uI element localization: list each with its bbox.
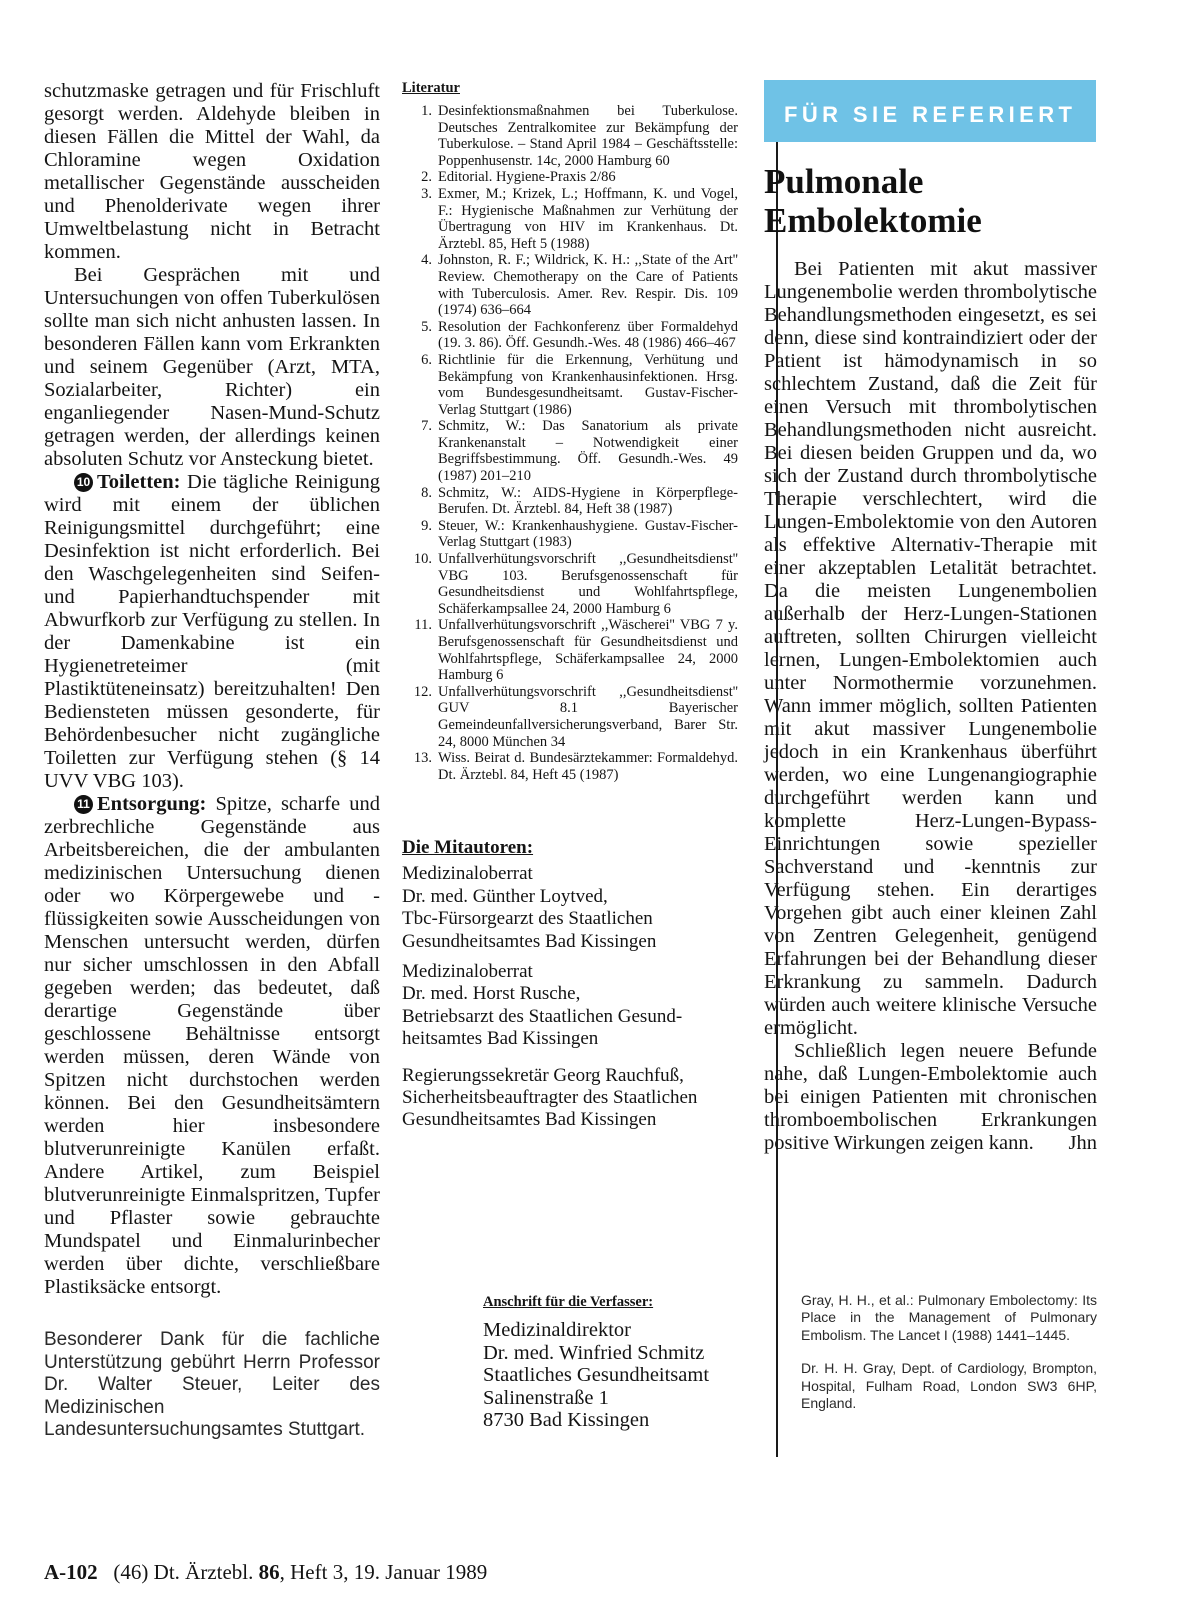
paragraph-body: Spitze, scharfe und zerbrechliche Gegenstände aus Arbeitsbereichen, die der ambulanten medizinischen Untersuchung dienen oder wo Körpergewebe und -flüssigkeiten sowie Ausscheidungen von Menschen untersucht werden, dürfen nur sicher umschlossen in den Abfall gegeben werden; das bedeutet, daß derartige Gegenstände über geschlossene Behältnisse entsorgt werden müssen, deren Wände von Spitzen nicht durchstochen werden können. Bei den Gesundheitsämtern werden hier insbesondere blutverunreinigte Kanülen erfaßt. Andere Artikel, zum Beispiel blutverunreinigte Einmalspritzen, Tupfer und Pflaster sowie gebrauchte Mundspatel und Einmalurinbecher werden über dichte, verschließbare Plastiksäcke entsorgt.	[44, 793, 380, 1298]
reference-item	[402, 252, 738, 318]
paragraph	[764, 1040, 1097, 1155]
coauthor-line: Gesundheitsamtes Bad Kissingen	[402, 930, 657, 952]
coauthor-entry	[402, 1065, 738, 1132]
coauthor-line: Medizinaloberrat	[402, 863, 533, 885]
coauthor-line: Regierungssekretär Georg Rauchfuß,	[402, 1064, 684, 1086]
section-heading: Toiletten:	[97, 471, 181, 493]
reference-item	[402, 617, 738, 683]
address-line: Staatliches Gesundheitsamt	[483, 1364, 710, 1387]
address-title: Anschrift für die Verfasser:	[483, 1294, 654, 1310]
reference-text: Resolution der Fachkonferenz über Formaldehyd (19. 3. 86). Öff. Gesundh.-Wes. 48 (1986) 466–467	[438, 318, 738, 352]
column-right	[764, 80, 1097, 1155]
coauthor-line: Dr. med. Günther Loytved,	[402, 885, 608, 907]
author-signature: Jhn	[1068, 1132, 1097, 1154]
number-badge-icon: 10	[74, 473, 93, 492]
reference-text: Unfallverhütungsvorschrift ,,Gesundheitsdienst'' GUV 8.1 Bayerischer Gemeindeunfallversicherungsverband, Barer Str. 24, 8000 München 34	[438, 683, 738, 750]
reference-item	[402, 750, 738, 783]
paragraph-entsorgung	[44, 793, 380, 1299]
address-line: Medizinaldirektor	[483, 1319, 632, 1341]
reference-number: 8.	[421, 484, 432, 501]
reference-number: 9.	[421, 517, 432, 534]
reference-list	[402, 103, 738, 783]
author-address	[483, 1294, 743, 1432]
reference-number: 13.	[413, 750, 432, 767]
section-banner	[764, 80, 1096, 142]
coauthor-entry	[402, 961, 738, 1051]
reference-number: 2.	[421, 169, 432, 186]
address-line: Salinenstraße 1	[483, 1386, 609, 1409]
reference-item	[402, 518, 738, 551]
reference-item	[402, 319, 738, 352]
coauthor-line: Dr. med. Horst Rusche,	[402, 983, 581, 1005]
reference-item	[402, 186, 738, 252]
paragraph-toiletten	[44, 471, 380, 793]
coauthor-line: heitsamtes Bad Kissingen	[402, 1028, 599, 1050]
banner-label: FÜR SIE REFERIERT	[784, 102, 1077, 127]
paragraph: Bei Patienten mit akut massiver Lungenembolie werden thrombolytische Behandlungsmethoden eingesetzt, es sei denn, diese sind kontraindiziert oder der Patient ist hämodynamisch in so schlechtem Zustand, daß die Zeit für einen Versuch mit thrombolytischen Behandlungsmethoden nicht ausreicht. Bei diesen beiden Gruppen und da, wo sich der Zustand durch thrombolytische Therapie verschlechtert, wird die Lungen-Embolektomie von den Autoren als effektive Alternativ-Therapie mit einer akzeptablen Letalität betrachtet. Da die meisten Lungenembolien außerhalb der Herz-Lungen-Stationen auftreten, sollten Chirurgen vielleicht lernen, Lungen-Embolektomien auch unter Normothermie vorzunehmen. Wann immer möglich, sollten Patienten mit akut massiver Lungenembolie jedoch in ein Krankenhaus überführt werden, wo eine Lungenangiographie durchgeführt werden kann und komplette Herz-Lungen-Bypass-Einrichtungen sowie spezieller Sachverstand und -kenntnis zur Verfügung stehen. Ein derartiges Vorgehen gibt auch einer kleinen Zahl von Zentren Gelegenheit, genügend Erfahrungen bei der Behandlung dieser Erkrankung zu sammeln. Dadurch würden auch weitere klinische Versuche ermöglicht.	[764, 258, 1097, 1039]
page-number: A-102	[44, 1560, 98, 1584]
coauthor-line: Gesundheitsamtes Bad Kissingen	[402, 1109, 657, 1131]
coauthor-line: Medizinaloberrat	[402, 960, 533, 982]
coauthor-line: Betriebsarzt des Staatlichen Gesund-	[402, 1005, 683, 1027]
column-left	[44, 80, 380, 1461]
source-reference	[801, 1292, 1097, 1428]
reference-text: Unfallverhütungsvorschrift ,,Wäscherei'' VBG 7 y. Berufsgenossenschaft für Gesundheitsdienst und Wohlfahrtspflege, Schäferkampsallee 24, 2000 Hamburg 6	[438, 617, 738, 684]
reference-item	[402, 352, 738, 418]
address-line: Dr. med. Winfried Schmitz	[483, 1341, 705, 1364]
footer-volume: 86	[258, 1560, 280, 1584]
reference-number: 4.	[421, 252, 432, 269]
footer-issue: , Heft 3, 19. Januar 1989	[279, 1560, 488, 1584]
reference-number: 6.	[421, 351, 432, 368]
reference-item	[402, 551, 738, 617]
title-line: Pulmonale	[764, 162, 924, 201]
reference-item	[402, 169, 738, 186]
reference-text: Desinfektionsmaßnahmen bei Tuberkulose. Deutsches Zentralkomitee zur Bekämpfung der Tuberkulose. – Stand April 1984 – Geschäftsstelle: Poppenhusenstr. 14c, 2000 Hamburg 60	[438, 103, 738, 169]
paragraph: schutzmaske getragen und für Frischluft gesorgt werden. Aldehyde bleiben in diesen Fällen die Mittel der Wahl, da Chloramine wegen Oxidation metallischer Gegenstände ausscheiden und Phenolderivate wegen ihrer Umweltbelastung nicht in Betracht kommen.	[44, 80, 380, 263]
address-line: 8730 Bad Kissingen	[483, 1409, 650, 1432]
literature-title: Literatur	[402, 80, 460, 96]
reference-number: 1.	[421, 103, 432, 119]
title-line: Embolektomie	[764, 201, 982, 240]
reference-number: 7.	[421, 418, 432, 435]
reference-text: Schmitz, W.: AIDS-Hygiene in Körperpflege-Berufen. Dt. Ärztebl. 84, Heft 38 (1987)	[438, 484, 738, 518]
page-footer	[44, 1560, 487, 1584]
reference-text: Johnston, R. F.; Wildrick, K. H.: ,,State of the Art'' Review. Chemotherapy on the Care of Patients with Tuberculosis. Amer. Rev. Respir. Dis. 109 (1974) 636–664	[438, 252, 738, 319]
reference-number: 10.	[413, 551, 432, 568]
article-title	[764, 162, 1097, 240]
reference-text: Editorial. Hygiene-Praxis 2/86	[438, 169, 616, 186]
coauthor-line: Tbc-Fürsorgearzt des Staatlichen	[402, 908, 653, 930]
reference-item	[402, 103, 738, 169]
coauthors-title: Die Mitautoren:	[402, 837, 534, 859]
reference-text: Unfallverhütungsvorschrift ,,Gesundheitsdienst'' VBG 103. Berufsgenossenschaft für Gesundheitsdienst und Wohlfahrtspflege, Schäferkampsallee 24, 2000 Hamburg 6	[438, 551, 738, 617]
paragraph-body: Die tägliche Reinigung wird mit einem der üblichen Reinigungsmittel durchgeführt; eine Desinfektion ist nicht erforderlich. Bei den Waschgelegenheiten sind Seifen- und Papierhandtuchspender mit Abwurfkorb zur Verfügung zu stellen. In der Damenkabine ist ein Hygienetreteimer (mit Plastiktüteneinsatz) bereitzuhalten! Den Bediensteten müssen gesonderte, für Behördenbesucher nicht zugängliche Toiletten zur Verfügung stehen (§ 14 UVV VBG 103).	[44, 471, 380, 792]
reference-number: 12.	[413, 683, 432, 700]
reference-item	[402, 684, 738, 750]
reference-text: Steuer, W.: Krankenhaushygiene. Gustav-Fischer-Verlag Stuttgart (1983)	[438, 517, 738, 551]
reference-item	[402, 418, 738, 484]
coauthor-line: Sicherheitsbeauftragter des Staatlichen	[402, 1087, 698, 1108]
reference-text: Wiss. Beirat d. Bundesärztekammer: Formaldehyd. Dt. Ärztebl. 84, Heft 45 (1987)	[438, 750, 738, 783]
column-middle	[402, 80, 738, 1140]
citation: Gray, H. H., et al.: Pulmonary Embolectomy: Its Place in the Management of Pulmonary Embolism. The Lancet I (1988) 1441–1445.	[801, 1292, 1097, 1343]
reference-number: 5.	[421, 318, 432, 335]
footer-journal: (46) Dt. Ärztebl.	[113, 1560, 254, 1584]
reference-text: Schmitz, W.: Das Sanatorium als private Krankenanstalt – Notwendigkeit einer Begriffsbestimmung. Öff. Gesundh.-Wes. 49 (1987) 201–210	[438, 418, 738, 485]
reference-number: 3.	[421, 185, 432, 202]
author-address: Dr. H. H. Gray, Dept. of Cardiology, Brompton, Hospital, Fulham Road, London SW3 6HP, England.	[801, 1360, 1097, 1412]
paragraph-body: Schließlich legen neuere Befunde nahe, daß Lungen-Embolektomie auch bei einigen Patienten mit chronischen thromboembolischen Erkrankungen positive Wirkungen zeigen kann.	[764, 1040, 1097, 1154]
reference-item	[402, 485, 738, 518]
coauthor-entry	[402, 863, 738, 953]
number-badge-icon: 11	[74, 795, 93, 814]
acknowledgement: Besonderer Dank für die fachliche Unterstützung gebührt Herrn Professor Dr. Walter Steuer, Leiter des Medizinischen Landesuntersuchungsamtes Stuttgart.	[44, 1329, 380, 1440]
reference-number: 11.	[414, 617, 432, 634]
paragraph: Bei Gesprächen mit und Untersuchungen von offen Tuberkulösen sollte man sich nicht anhusten lassen. In besonderen Fällen kann vom Erkrankten und seinem Gegenüber (Arzt, MTA, Sozialarbeiter, Richter) ein enganliegender Nasen-Mund-Schutz getragen werden, der allerdings keinen absoluten Schutz vor Ansteckung bietet.	[44, 264, 380, 470]
reference-text: Exmer, M.; Krizek, L.; Hoffmann, K. und Vogel, F.: Hygienische Maßnahmen zur Verhütung der Übertragung von HIV im Krankenhaus. Dt. Ärztebl. 85, Heft 5 (1988)	[438, 185, 738, 252]
section-heading: Entsorgung:	[97, 793, 207, 815]
reference-text: Richtlinie für die Erkennung, Verhütung und Bekämpfung von Krankenhausinfektionen. Hrsg. vom Bundesgesundheitsamt. Gustav-Fischer-Verlag Stuttgart (1986)	[438, 351, 738, 418]
